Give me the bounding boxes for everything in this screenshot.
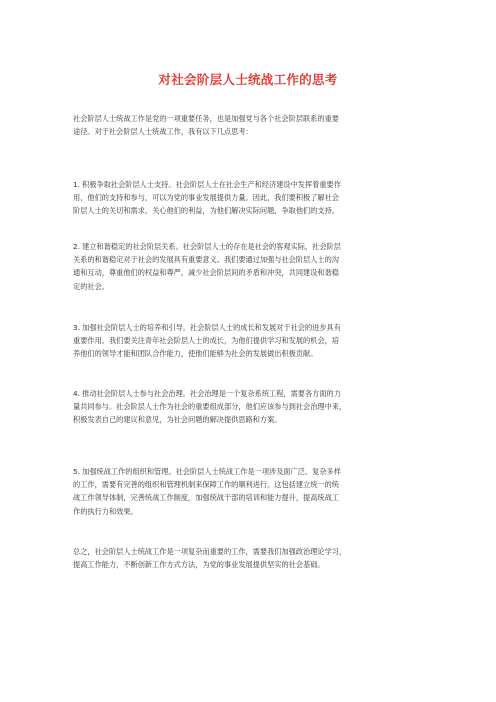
point-2-paragraph: 2. 建立和谐稳定的社会阶层关系。社会阶层人士的存在是社会的客观实际，社会阶层 关系的和谐稳定对于社会的发展具有重要意义。我们要通过加强与社会阶层人士的沟 通和互动，尊重他们的权益和尊严，减少社会阶层间的矛盾和冲突，共同建设和谐稳 定的社会。: [73, 242, 341, 291]
point-4-paragraph: 4. 推动社会阶层人士参与社会治理。社会治理是一个复杂系统工程，需要各方面的力 量共同参与。社会阶层人士作为社会的重要组成部分，他们应该参与到社会治理中来， 积极发表自己的建议和意见，为社会问题的解决提供思路和方案。: [73, 389, 347, 425]
point-5-paragraph: 5. 加强统战工作的组织和管理。社会阶层人士统战工作是一项涉及面广泛、复杂多样 的工作，需要有完善的组织和管理机制来保障工作的顺利进行。这包括建立统一的统 战工作领导体制，完善统战工作制度，加强统战干部的培训和能力提升，提高统战工 作的执行力和效果。: [73, 467, 341, 516]
intro-paragraph: 社会阶层人士统战工作是党的一项重要任务，也是加强党与各个社会阶层联系的重要 途径。对于社会阶层人士统战工作，我有以下几点思考：: [73, 114, 339, 137]
point-1-paragraph: 1. 积极争取社会阶层人士支持。社会阶层人士在社会生产和经济建设中发挥着重要作 用，他们的支持和参与，可以为党的事业发展提供力量。因此，我们要积极了解社会 阶层人士的关切和需求，关心他们的利益，为他们解决实际问题，争取他们的支持。: [73, 180, 341, 216]
document-title: 对社会阶层人士统战工作的思考: [158, 72, 338, 87]
point-3-paragraph: 3. 加强社会阶层人士的培养和引导。社会阶层人士的成长和发展对于社会的进步具有 重要作用。我们要关注青年社会阶层人士的成长，为他们提供学习和发展的机会，培 养他们的领导才能和团队合作能力，使他们能够为社会的发展做出积极贡献。: [73, 323, 341, 359]
conclusion-paragraph: 总之，社会阶层人士统战工作是一项复杂而重要的工作，需要我们加强政治理论学习， 提高工作能力，不断创新工作方式方法，为党的事业发展提供坚实的社会基础。: [73, 547, 347, 570]
